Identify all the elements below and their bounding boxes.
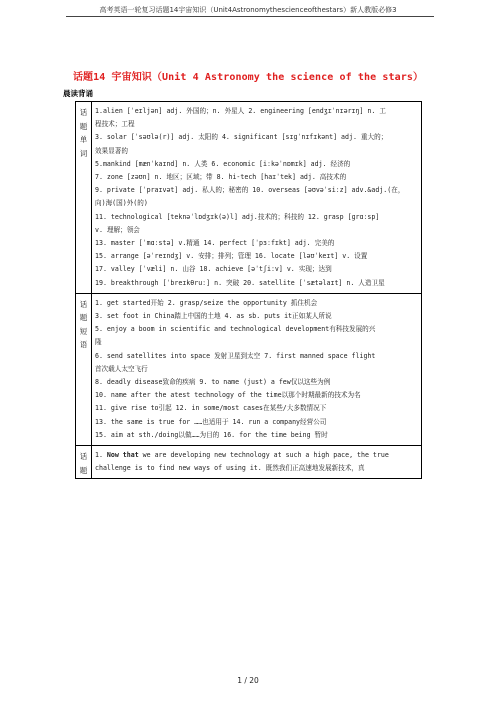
list-item: 效果显著的 [95,146,128,155]
row-category: 话 题 [76,446,92,479]
list-item: 13. the same is true for ……也适用于 14. run a company经营公司 [95,417,327,426]
header-divider [66,16,434,17]
section-heading: 晨读背诵 [63,89,93,98]
list-item: 19. breakthrough [ˈbreɪkθruː] n. 突破 20. satellite [ˈsætəlaɪt] n. 人造卫星 [95,278,385,287]
list-item: 17. valley [ˈvæli] n. 山谷 18. achieve [əˈtʃiːv] v. 实现；达到 [95,265,332,274]
list-item: challenge is to find new ways of using it. 既然我们正高速地发展新技术，真 [95,464,365,473]
list-item: 5. enjoy a boom in scientific and technological development有科技发展的兴 [95,325,376,334]
topic-table [75,101,422,479]
list-item: 8. deadly disease致命的疾病 9. to name (just) a few仅以这些为例 [95,378,331,387]
bold-phrase: Now that [106,451,139,460]
page-title: 话题14 宇宙知识（Unit 4 Astronomy the science of the stars） [72,72,424,83]
list-item: 1. get started开始 2. grasp/seize the opportunity 抓住机会 [95,298,318,307]
list-item: 向)海(国)外(的) [95,199,148,208]
list-item: 11. give rise to引起 12. in some/most cases在某些/大多数情况下 [95,404,327,413]
list-item: 隆 [95,338,102,347]
row-category: 话 题 短 语 [76,293,92,445]
row-content [92,102,422,294]
list-item: 15. aim at sth./doing以做……为目的 16. for the time being 暂时 [95,430,328,439]
list-item: 11. technological [teknəˈlɒdʒɪk(ə)l] adj.技术的；科技的 12. grasp [ɡrɑːsp] [95,212,380,221]
list-item: 程技术；工程 [95,120,135,129]
list-item: 6. send satellites into space 发射卫星到太空 7. first manned space flight [95,351,376,360]
table-row [76,293,422,445]
list-item: 5.mankind [mænˈkaɪnd] n. 人类 6. economic [iːkəˈnɒmɪk] adj. 经济的 [95,159,351,168]
list-item: 9. private [ˈpraɪvət] adj. 私人的；秘密的 10. overseas [əʊvəˈsiːz] adv.&adj.(在， [95,186,405,195]
list-item: 首次载人太空飞行 [95,364,148,373]
list-item: 15. arrange [əˈreɪndʒ] v. 安排；排列；管理 16. locate [ləʊˈkeɪt] v. 设置 [95,252,368,261]
row-content [92,446,422,479]
page-header: 高考英语一轮复习话题14宇宙知识（Unit4Astronomythescienceofthestars）新人教版必修3 [99,6,397,14]
page-number: 1 / 20 [237,676,259,685]
list-item: 1.alien [ˈeɪljən] adj. 外国的；n. 外星人 2. engineering [endʒɪˈnɪərɪŋ] n. 工 [95,107,386,115]
list-item: 7. zone [zəʊn] n. 地区；区域；带 8. hi-tech [haɪˈtek] adj. 高技术的 [95,173,347,182]
list-item: 13. master [ˈmɑːstə] v.精通 14. perfect [ˈpɜːfɪkt] adj. 完美的 [95,239,335,248]
row-content [92,293,422,445]
table-row [76,446,422,479]
table-row [76,102,422,294]
list-item: 3. solar [ˈsəʊlə(r)] adj. 太阳的 4. significant [sɪɡˈnɪfɪkənt] adj. 重大的； [95,133,388,142]
list-item: 3. set foot in China踏上中国的土地 4. as sb. puts it正如某人所说 [95,312,332,321]
list-item: v. 理解；领会 [95,225,140,234]
list-item: 10. name after the atest technology of the time以那个时期最新的技术为名 [95,391,361,400]
row-category: 话 题 单 词 [76,102,92,294]
list-item: 1. Now that we are developing new technology at such a high pace, the true [95,451,389,460]
